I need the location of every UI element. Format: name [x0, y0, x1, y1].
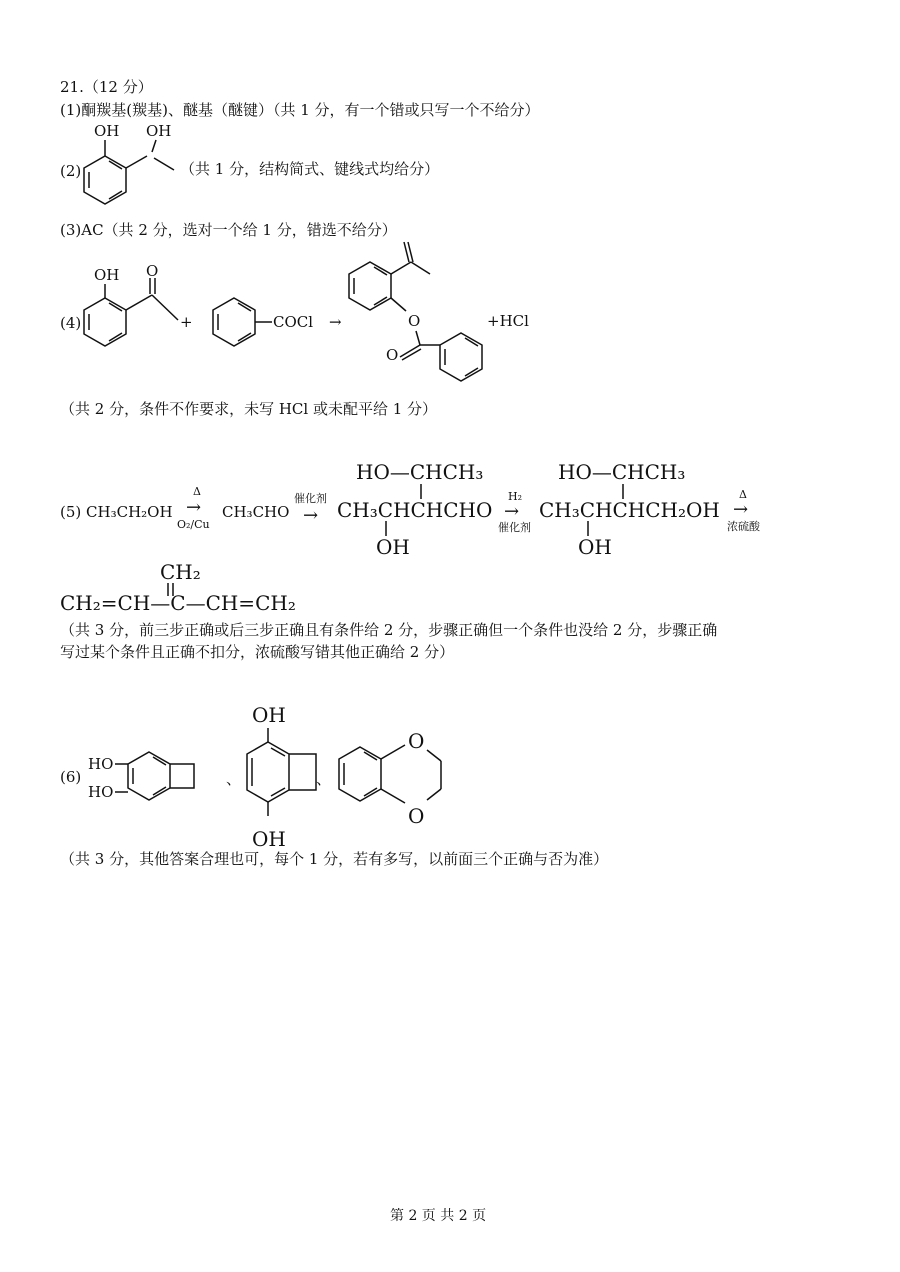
cond3-top: H₂ — [508, 490, 523, 503]
reaction-arrow-4: → — [329, 313, 342, 331]
answer-4-note: （共 2 分，条件不作要求，未写 HCl 或未配平给 1 分） — [60, 400, 438, 418]
arrow-1: → — [186, 497, 202, 518]
oh-label-4: OH — [94, 266, 120, 284]
o-top-6c: O — [408, 729, 425, 753]
answer-5-note-2: 写过某个条件且正确不扣分，浓硫酸写错其他正确给 2 分） — [60, 643, 455, 661]
cond3-bottom: 催化剂 — [498, 521, 531, 534]
cond4-top: Δ — [739, 488, 747, 501]
separator-2: 、 — [316, 770, 332, 788]
int2-top: HO—CHCH₃ — [356, 460, 484, 484]
answer-6-note: （共 3 分，其他答案合理也可，每个 1 分，若有多写，以前面三个正确与否为准） — [60, 850, 609, 868]
cond1-top: Δ — [193, 485, 201, 498]
cond1-bottom: O₂/Cu — [177, 518, 210, 531]
o-label-4: O — [146, 262, 159, 280]
int3-bottom: OH — [578, 535, 612, 559]
int2-main: CH₃CHCHCHO — [337, 498, 493, 522]
final-top: CH₂ — [160, 560, 201, 584]
ho-label-2: HO — [88, 783, 114, 801]
separator-1: 、 — [226, 770, 242, 788]
plus-sign-4: + — [180, 313, 193, 331]
answer-5-note-1: （共 3 分，前三步正确或后三步正确且有条件给 2 分，步骤正确但一个条件也没给 2 分，步骤正确 — [60, 621, 718, 639]
oh-bottom-6b: OH — [252, 827, 286, 851]
int3-main: CH₃CHCHCH₂OH — [539, 498, 720, 522]
page-footer: 第 2 页 共 2 页 — [390, 1208, 487, 1224]
answer-4-label: (4) — [60, 314, 82, 332]
oh-label-2: OH — [146, 122, 172, 140]
ho-label-1: HO — [88, 755, 114, 773]
cond2-top: 催化剂 — [294, 492, 327, 505]
int3-top: HO—CHCH₃ — [558, 460, 686, 484]
structure-6a — [88, 752, 194, 801]
answer-6-label: (6) — [60, 768, 82, 786]
answer-1: (1)酮羰基(羰基)、醚基（醚键）（共 1 分，有一个错或只写一个不给分） — [60, 101, 540, 119]
oh-top-6b: OH — [252, 703, 286, 727]
arrow-3: → — [504, 501, 520, 522]
oh-label: OH — [94, 122, 120, 140]
answer-2-label: (2) — [60, 162, 82, 180]
structure-6c — [339, 745, 441, 803]
arrow-4: → — [733, 499, 749, 520]
answer-2-note: （共 1 分，结构简式、键线式均给分） — [180, 160, 440, 178]
answer-3: (3)AC（共 2 分，选对一个给 1 分，错选不给分） — [60, 221, 397, 239]
o-bottom-6c: O — [408, 804, 425, 828]
structure-6b — [247, 728, 316, 816]
arrow-2: → — [303, 505, 319, 526]
answer-5-start: (5) CH₃CH₂OH — [60, 503, 173, 521]
final-product: CH₂=CH—C—CH=CH₂ — [60, 591, 296, 615]
hcl-product: +HCl — [487, 312, 529, 330]
cond4-bottom: 浓硫酸 — [727, 520, 760, 533]
o-label-carbonyl: O — [386, 346, 399, 364]
intermediate-1: CH₃CHO — [222, 503, 290, 521]
o-label-ester: O — [408, 312, 421, 330]
int2-bottom: OH — [376, 535, 410, 559]
acyl-chloride-group: COCl — [273, 313, 314, 331]
question-header: 21.（12 分） — [60, 78, 153, 96]
